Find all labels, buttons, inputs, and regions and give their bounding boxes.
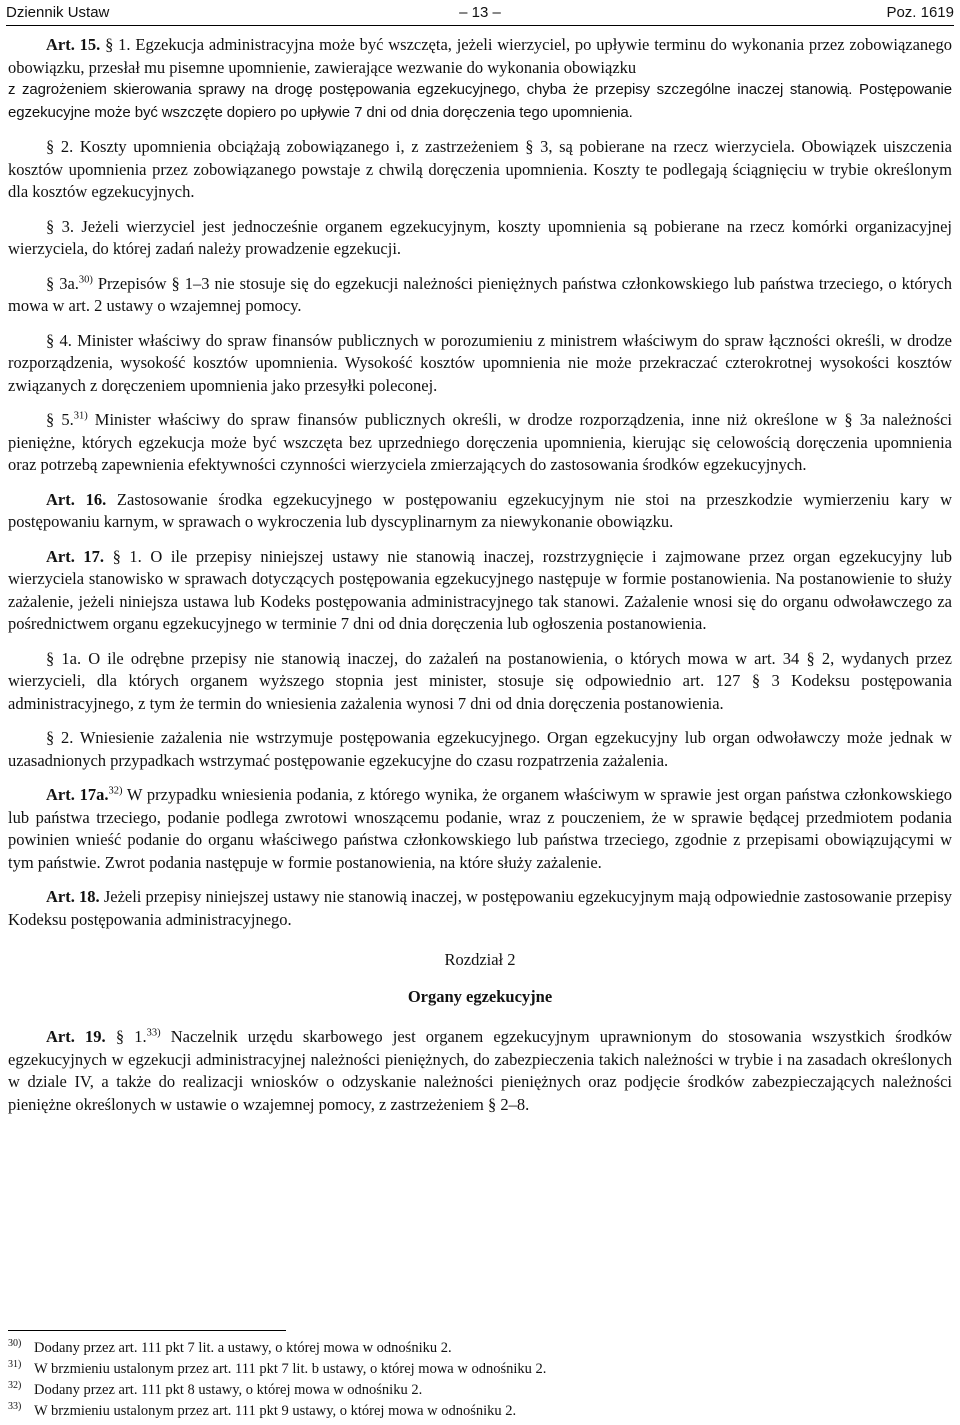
position-number: Poz. 1619 xyxy=(886,4,954,21)
page-number: – 13 – xyxy=(459,4,501,21)
art16-label: Art. 16. xyxy=(46,489,107,509)
art19-section1-num: § 1. xyxy=(105,1027,147,1046)
footnote-text: Dodany przez art. 111 pkt 7 lit. a ustawy, o której mowa w odnośniku 2. xyxy=(34,1340,452,1356)
footnotes xyxy=(8,1338,952,1422)
footnote-ref-30: 30) xyxy=(78,274,93,285)
art15-section2: § 2. Koszty upomnienia obciążają zobowiązanego i, z zastrzeżeniem § 3, są pobierane na rzecz wierzyciela. Obowiązek uiszczenia kosztów upomnienia przez zobowiązanego powstaje z chwilą doręczenia upomnienia. Koszty te podlegają ściągnięciu w trybie określonym dla kosztów egzekucyjnych. xyxy=(8,137,952,201)
document-body xyxy=(8,34,952,1128)
journal-title: Dziennik Ustaw xyxy=(6,4,110,21)
footnote-item xyxy=(8,1338,952,1359)
art17-section1a: § 1a. O ile odrębne przepisy nie stanowią inaczej, do zażaleń na postanowienia, o których mowa w art. 34 § 2, wydanych przez wierzycieli, dla których organem wyższego stopnia jest minister, stosuje się odpowiednio art. 127 § 3 Kodeksu postępowania administracyjnego, z tym że termin do wniesienia zażalenia wynosi 7 dni od dnia doręczenia postanowienia. xyxy=(8,648,952,713)
footnote-text: W brzmieniu ustalonym przez art. 111 pkt 7 lit. b ustawy, o której mowa w odnośniku 2. xyxy=(34,1361,547,1377)
art17-section1-text: § 1. O ile przepisy niniejszej ustawy nie stanowią inaczej, rozstrzygnięcie i zajmowane przez organ egzekucyjny lub wierzyciela stanowisko w sprawach dotyczących postępowania egzekucyjnego następuje w formie postanowienia. Na postanowienie to służy zażalenie, jeżeli niniejsza ustawa lub Kodeks postępowania administracyjnego tak stanowi. Zażalenie wnosi się do organu odwoławczego za pośrednictwem organu egzekucyjnego w terminie 7 dni od dnia doręczenia lub ogłoszenia postanowienia. xyxy=(8,546,952,633)
page-header xyxy=(6,2,954,24)
art15-section4: § 4. Minister właściwy do spraw finansów publicznych w porozumieniu z ministrem właściwym do spraw łączności określi, w drodze rozporządzenia, wysokość kosztów upomnienia. Wysokość kosztów upomnienia nie może przekraczać czterokrotnej wysokości kosztów związanych z doręczeniem upomnienia jako przesyłki poleconej. xyxy=(8,330,952,395)
footnote-item xyxy=(8,1359,952,1380)
art18-text: Jeżeli przepisy niniejszej ustawy nie stanowią inaczej, w postępowaniu egzekucyjnym mają odpowiednie zastosowanie przepisy Kodeksu postępowania administracyjnego. xyxy=(8,887,952,929)
chapter-title: Organy egzekucyjne xyxy=(407,986,553,1006)
art17-section1 xyxy=(8,546,952,636)
art15-section5-num: § 5. xyxy=(46,410,74,429)
art16-text: Zastosowanie środka egzekucyjnego w postępowaniu egzekucyjnym nie stoi na przeszkodzie wymierzeniu kary w postępowaniu karnym, w sprawach o wykroczenia lub dyscyplinarnym za niewykonanie obowiązku. xyxy=(8,489,952,531)
art19-section1 xyxy=(8,1026,952,1116)
art17-section2: § 2. Wniesienie zażalenia nie wstrzymuje postępowania egzekucyjnego. Organ egzekucyjny lub organ odwoławczy może jednak w uzasadnionych przypadkach wstrzymać postępowanie egzekucyjne do czasu rozpatrzenia zażalenia. xyxy=(8,728,952,770)
art17a xyxy=(8,784,952,874)
art15-section1 xyxy=(8,34,952,79)
art19-section1-text: Naczelnik urzędu skarbowego jest organem egzekucyjnym uprawnionym do stosowania wszystkich środków egzekucyjnych w egzekucji administracyjnej należności pieniężnych, do zabezpieczenia takich należności w trybie i na zasadach określonych w dziale IV, a także do realizacji wniosków o odzyskanie należności pieniężnych oraz podjęcie środków zabezpieczających należności pieniężne określonych w ustawie o wzajemnej pomocy, z zastrzeżeniem § 2–8. xyxy=(8,1027,953,1114)
header-rule xyxy=(6,25,954,26)
art15-section1-continued xyxy=(8,79,952,124)
footnote-text: W brzmieniu ustalonym przez art. 111 pkt 9 ustawy, o której mowa w odnośniku 2. xyxy=(34,1403,517,1419)
art17a-text: W przypadku wniesienia podania, z którego wynika, że organem właściwym w sprawie jest organ państwa członkowskiego lub państwa trzeciego, podanie podlega zwrotowi wnoszącemu podanie, wraz z pouczeniem, że w sprawie będącej przedmiotem podania powinien wnieść podanie do organu właściwego państwa członkowskiego lub państwa trzeciego, zgodnie z przepisami obowiązującymi w tym państwie. Zwrot podania następuje w formie postanowienia, na które służy zażalenie. xyxy=(8,785,952,872)
footnote-number: 32) xyxy=(8,1380,22,1391)
art15-label: Art. 15. xyxy=(46,35,101,54)
art19-label: Art. 19. xyxy=(46,1027,106,1046)
footnote-number: 33) xyxy=(8,1401,22,1412)
footnote-item xyxy=(8,1380,952,1401)
art15-section3a-num: § 3a. xyxy=(46,273,79,293)
art16 xyxy=(8,489,952,534)
footnote-item xyxy=(8,1401,952,1422)
footnote-ref-31: 31) xyxy=(73,410,88,422)
footnote-rule xyxy=(8,1330,286,1331)
footnote-ref-32: 32) xyxy=(108,785,123,797)
footnote-number: 30) xyxy=(8,1338,22,1349)
art18-label: Art. 18. xyxy=(46,887,100,906)
art15-section1-text: § 1. Egzekucja administracyjna może być wszczęta, jeżeli wierzyciel, po upływie terminu do wykonania przez zobowiązanego obowiązku, przesłał mu pisemne upomnienie, zawierające wezwanie do wykonania obowiązku xyxy=(8,35,952,77)
art15-section5-text: Minister właściwy do spraw finansów publicznych określi, w drodze rozporządzenia, inne niż określone w § 3a należności pieniężne, których egzekucja może być wszczęta bez uprzedniego doręczenia upomnienia, kierując się celowością doręczenia upomnienia oraz potrzebą zapewnienia efektywności czynności wierzyciela zmierzających do zastosowania środków egzekucyjnych. xyxy=(8,410,952,474)
art17-label: Art. 17. xyxy=(46,546,105,566)
art15-section3: § 3. Jeżeli wierzyciel jest jednocześnie organem egzekucyjnym, koszty upomnienia są pobierane na rzecz komórki organizacyjnej wierzyciela, do której zadań należy prowadzenie egzekucji. xyxy=(8,216,952,258)
art15-section3a xyxy=(8,273,952,318)
footnote-ref-33: 33) xyxy=(146,1027,161,1039)
art15-section3a-text: Przepisów § 1–3 nie stosuje się do egzekucji należności pieniężnych państwa członkowskiego lub państwa trzeciego, o których mowa w art. 2 ustawy o wzajemnej pomocy. xyxy=(8,273,952,315)
art15-section5 xyxy=(8,409,952,477)
art18 xyxy=(8,886,952,931)
art15-section1-continued-text: z zagrożeniem skierowania sprawy na drogę postępowania egzekucyjnego, chyba że przepisy szczególne inaczej stanowią. Postępowanie egzekucyjne może być wszczęte dopiero po upływie 7 dni od dnia doręczenia tego upomnienia. xyxy=(8,81,952,121)
art17a-label: Art. 17a. xyxy=(46,785,109,804)
footnote-text: Dodany przez art. 111 pkt 8 ustawy, o której mowa w odnośniku 2. xyxy=(34,1382,423,1398)
footnote-number: 31) xyxy=(8,1359,22,1370)
chapter-number: Rozdział 2 xyxy=(444,950,516,969)
